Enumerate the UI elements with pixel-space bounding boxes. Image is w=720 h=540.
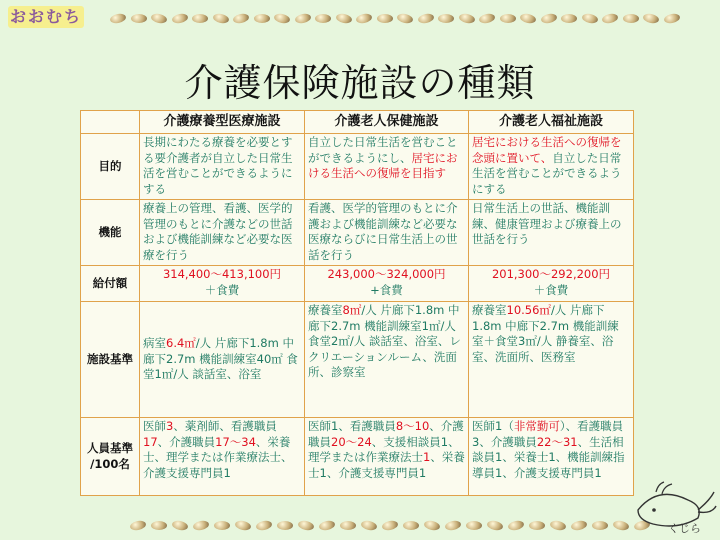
highlight-text: 6.4㎡ [166,336,196,351]
bead-ornament [570,519,588,531]
logo: おおむち [9,7,82,26]
bead-ornament [381,519,399,531]
cell-text: 医師 [143,419,166,433]
bead-ornament [109,12,127,24]
payment-cell-1 [305,266,469,302]
bead-ornament [479,12,497,24]
row-label-function: 機能 [81,200,140,266]
bead-ornament [403,521,419,530]
facility-cell-1 [305,302,469,418]
highlight-text: 居宅における生活への復帰を念頭に置いて、 [472,135,622,165]
cell-text: 医師1（ [472,419,514,433]
bead-ornament [232,12,250,24]
cell-text: 、栄養士、理学または作業療法士、介護支援専門員1 [143,434,293,480]
cell-text: 長期にわたる療養を必要とする要介護者が自立した日常生活を営むことができるようにする [143,135,293,196]
bead-ornament [540,12,558,24]
bead-ornament [643,12,661,24]
purpose-cell-0 [140,134,305,200]
purpose-cell-1 [305,134,469,200]
row-label-facility: 施設基準 [81,302,140,418]
cell-text: 、生活相談員1、栄養士1、機能訓練指導員1、介護支援専門員1 [472,434,625,480]
mascot-caption: くじら [668,522,701,535]
row-label-payment: 給付額 [81,266,140,302]
header-ryoyo: 介護療養型医療施設 [140,111,305,134]
highlight-text: 17～34 [215,434,256,449]
bead-ornament [340,521,356,530]
payment-amount: 314,400～413,100円 [162,267,282,281]
cell-text: 療養室 [308,303,343,317]
bead-ornament [663,12,681,24]
payment-cell-0 [140,266,305,302]
bead-ornament [214,521,230,530]
bead-ornament [254,14,270,23]
header-row [81,111,634,134]
facility-cell-0 [140,302,305,418]
function-cell-2: 日常生活上の世話、機能訓練、健康管理および療養上の世話を行う [469,200,634,266]
top-bead-border [110,12,680,26]
corner-cell [81,111,140,134]
bead-ornament [297,519,315,531]
bottom-bead-border [130,519,650,533]
bead-ornament [581,12,599,24]
cell-text: /人 片廊下1.8m 中廊下2.7m 機能訓練室40㎡ 食堂1㎡/人 談話室、浴室 [143,336,298,382]
facility-comparison-table [80,110,634,496]
function-cell-0: 療養上の管理、看護、医学的管理のもとに介護などの世話および機能訓練など必要な医療を行う [140,200,305,266]
purpose-row [81,134,634,200]
cell-text: 、栄養士1、介護支援専門員1 [308,450,465,480]
bead-ornament [151,521,167,530]
bead-ornament [355,12,373,24]
payment-row [81,266,634,302]
highlight-text: 20～24 [331,434,372,449]
bead-ornament [529,521,545,530]
cell-text: 、薬剤師、看護職員 [173,419,277,433]
cell-text: 医師1、看護職員 [308,419,396,433]
bead-ornament [273,12,291,24]
bead-ornament [592,521,608,530]
cell-text: 、支援相談員1、理学または作業療法士 [308,434,460,464]
cell-text: 病室 [143,336,166,351]
bead-ornament [520,12,538,24]
highlight-text: 8～10 [395,419,430,433]
bead-ornament [150,12,168,24]
row-label-purpose: 目的 [81,134,140,200]
payment-meal: ＋食費 [533,282,569,297]
bead-ornament [294,12,312,24]
bead-ornament [335,12,353,24]
function-row [81,200,634,266]
bead-ornament [466,521,482,530]
facility-cell-2 [469,302,634,418]
bead-ornament [171,12,189,24]
bead-ornament [192,519,210,531]
highlight-text: 1 [423,450,431,464]
bead-ornament [360,519,378,531]
cell-text: /人 片廊下1.8m 中廊下2.7m 機能訓練室＋食堂3㎡/人 静養室、浴室、洗面所、医務室 [472,303,619,364]
bead-ornament [423,519,441,531]
bead-ornament [315,14,331,23]
cell-text: 、介護職員 [157,434,216,449]
bead-ornament [277,521,293,530]
payment-amount: 243,000～324,000円 [327,267,446,281]
bead-ornament [377,14,393,23]
cell-text: 、介護職員 [308,419,464,449]
header-roken: 介護老人保健施設 [305,111,469,134]
bead-ornament [623,14,639,23]
bead-ornament [602,12,620,24]
bead-ornament [500,14,516,23]
row-label-staff [81,418,140,496]
highlight-text: 8㎡ [342,303,362,317]
page-title: 介護保険施設の種類 [184,61,536,105]
highlight-text: 居宅における生活への復帰を目指す [308,150,458,180]
payment-cell-2 [469,266,634,302]
cell-text: ）、看護職員3、介護職員 [472,419,624,449]
cell-text: /人 片廊下1.8m 中廊下2.7m 機能訓練室1㎡/人 食堂2㎡/人 談話室、浴室、レクリエーションルーム、洗面所、診察室 [308,303,461,379]
highlight-text: 非常勤可 [513,419,560,433]
bead-ornament [255,519,273,531]
cell-text: 自立した日常生活を営むことができるようにする [472,150,622,196]
payment-meal: +食費 [370,282,403,297]
bead-ornament [486,519,504,531]
highlight-text: 17 [143,434,158,449]
bead-ornament [458,12,476,24]
bead-ornament [438,14,454,23]
highlight-text: 10.56㎡ [506,303,551,317]
bead-ornament [417,12,435,24]
staff-label-line2: /100名 [90,456,130,471]
bead-ornament [549,519,567,531]
whale-mascot-icon [628,470,718,536]
highlight-text: 22～31 [536,434,578,449]
bead-ornament [212,12,230,24]
cell-text: 療養室 [472,303,507,317]
staff-cell-2 [469,418,634,496]
bead-ornament [444,519,462,531]
bead-ornament [561,14,577,23]
bead-ornament [507,519,525,531]
bead-ornament [396,12,414,24]
highlight-text: 3 [166,419,174,433]
purpose-cell-2 [469,134,634,200]
bead-ornament [131,14,147,23]
payment-meal: ＋食費 [204,282,240,297]
bead-ornament [171,519,189,531]
staff-cell-1 [305,418,469,496]
bead-ornament [318,519,336,531]
bead-ornament [192,14,208,23]
staff-row [81,418,634,496]
function-cell-1: 看護、医学的管理のもとに介護および機能訓練など必要な医療ならびに日常生活上の世話を行う [305,200,469,266]
staff-label-line1: 人員基準 [87,441,133,455]
payment-amount: 201,300～292,200円 [491,267,611,281]
cell-text: 自立した日常生活を営むことができるようにし、 [308,135,458,165]
header-tokuyo: 介護老人福祉施設 [469,111,634,134]
bead-ornament [129,519,147,531]
staff-cell-0 [140,418,305,496]
bead-ornament [234,519,252,531]
facility-row [81,302,634,418]
